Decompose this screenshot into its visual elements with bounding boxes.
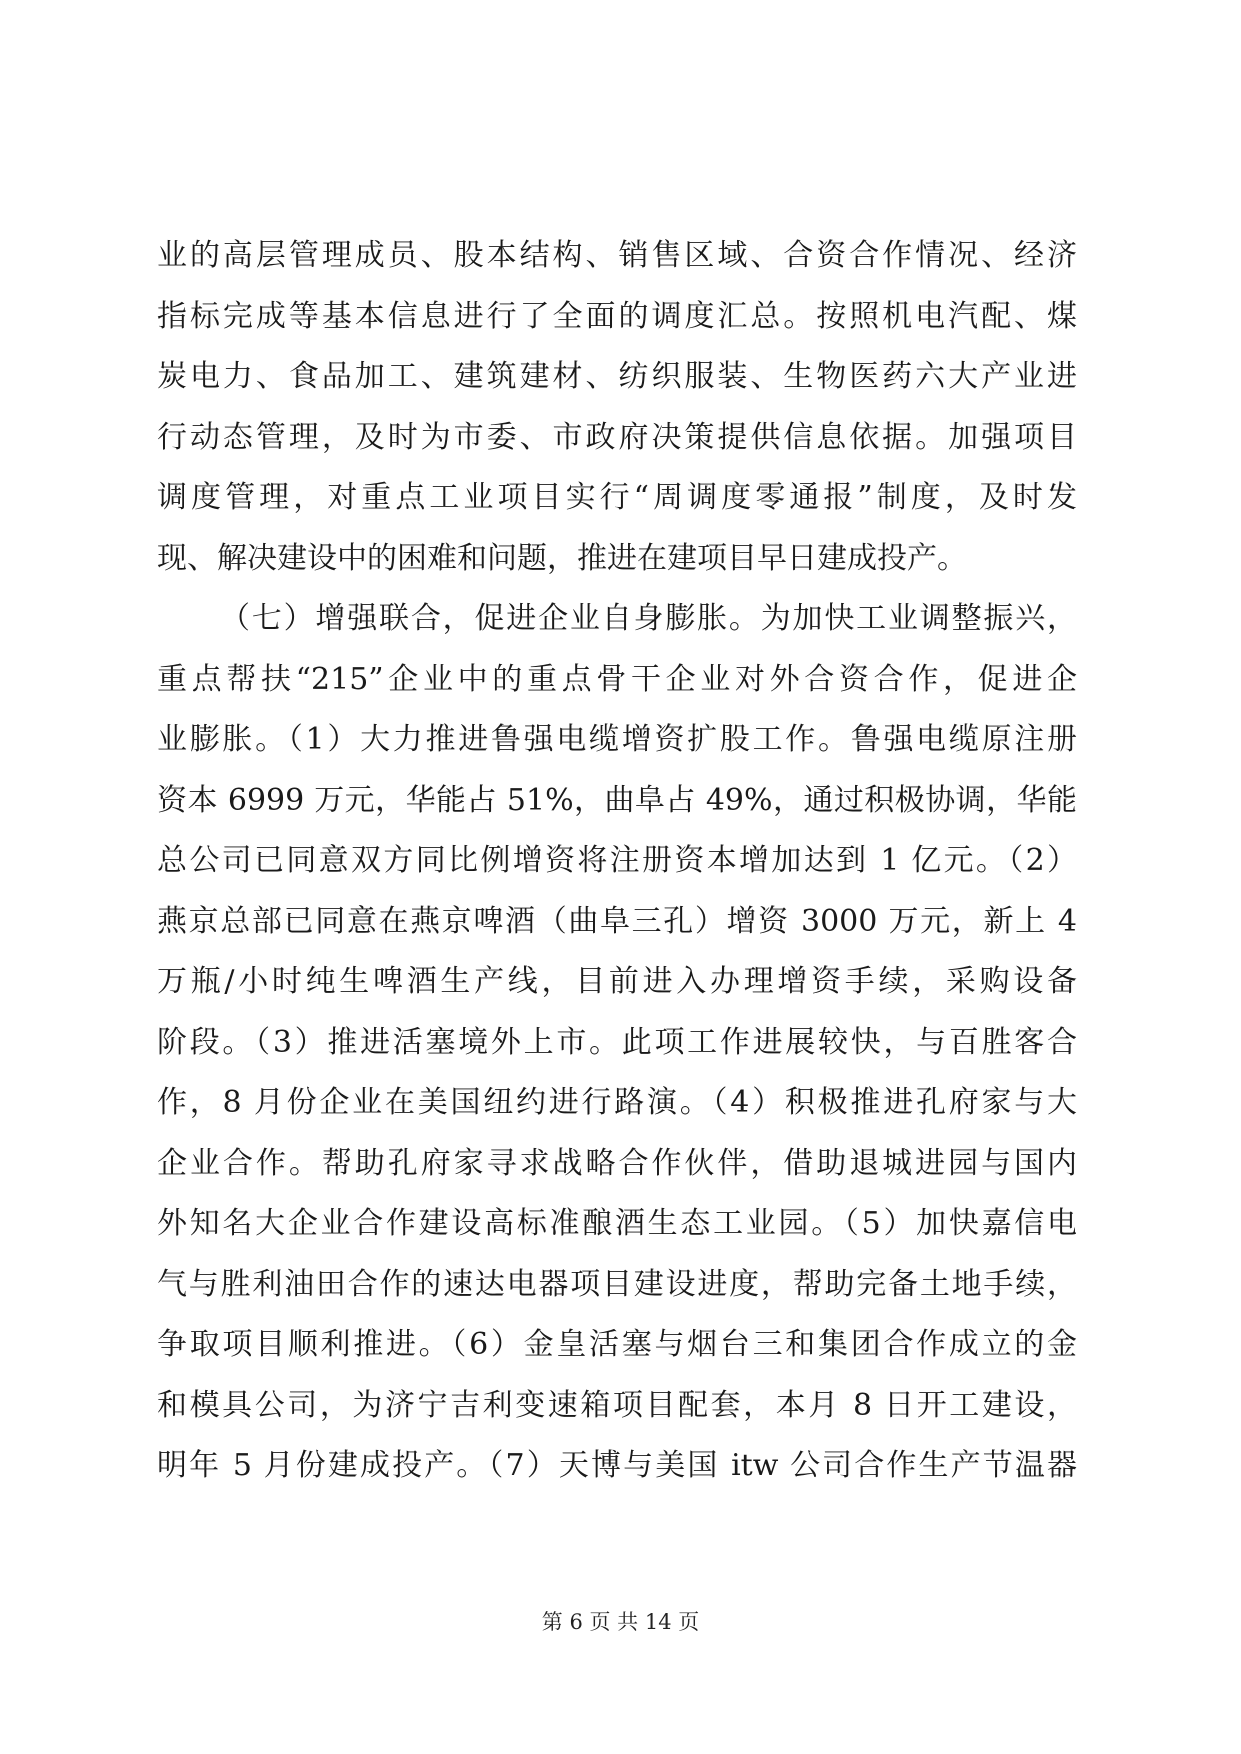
- text-line: 业膨胀。（1）大力推进鲁强电缆增资扩股工作。鲁强电缆原注册: [157, 722, 1077, 757]
- text-line: 明年 5 月份建成投产。（7）天博与美国 itw 公司合作生产节温器: [157, 1448, 1077, 1483]
- text-line: （七）增强联合，促进企业自身膨胀。为加快工业调整振兴，: [220, 601, 1077, 636]
- body-text: [157, 226, 1077, 1497]
- text-line: 炭电力、食品加工、建筑建材、纺织服装、生物医药六大产业进: [157, 359, 1077, 394]
- text-line: 气与胜利油田合作的速达电器项目建设进度，帮助完备土地手续，: [157, 1266, 1077, 1302]
- page-number-footer: 第 6 页 共 14 页: [541, 1610, 700, 1634]
- text-line: 现、解决建设中的困难和问题，推进在建项目早日建成投产。: [157, 540, 967, 576]
- text-line: 阶段。（3）推进活塞境外上市。此项工作进展较快，与百胜客合: [157, 1024, 1077, 1060]
- text-line: 万瓶/小时纯生啤酒生产线，目前进入办理增资手续，采购设备: [157, 964, 1077, 999]
- text-line: 指标完成等基本信息进行了全面的调度汇总。按照机电汽配、煤: [157, 298, 1077, 334]
- text-line: 外知名大企业合作建设高标准酿酒生态工业园。（5）加快嘉信电: [157, 1206, 1077, 1241]
- text-line: 重点帮扶“215”企业中的重点骨干企业对外合资合作，促进企: [157, 661, 1077, 697]
- text-line: 争取项目顺利推进。（6）金皇活塞与烟台三和集团合作成立的金: [157, 1327, 1077, 1362]
- text-line: 调度管理，对重点工业项目实行“周调度零通报”制度，及时发: [157, 480, 1077, 515]
- text-line: 资本 6999 万元，华能占 51%，曲阜占 49%，通过积极协调，华能: [157, 782, 1077, 818]
- text-line: 企业合作。帮助孔府家寻求战略合作伙伴，借助退城进园与国内: [157, 1145, 1077, 1181]
- text-line: 业的高层管理成员、股本结构、销售区域、合资合作情况、经济: [157, 238, 1077, 273]
- text-line: 总公司已同意双方同比例增资将注册资本增加达到 1 亿元。（2）: [157, 843, 1077, 878]
- text-line: 燕京总部已同意在燕京啤酒（曲阜三孔）增资 3000 万元，新上 4: [157, 903, 1077, 939]
- text-line: 行动态管理，及时为市委、市政府决策提供信息依据。加强项目: [157, 419, 1077, 455]
- text-line: 和模具公司，为济宁吉利变速箱项目配套，本月 8 日开工建设，: [157, 1387, 1077, 1423]
- text-line: 作，8 月份企业在美国纽约进行路演。（4）积极推进孔府家与大: [157, 1085, 1077, 1120]
